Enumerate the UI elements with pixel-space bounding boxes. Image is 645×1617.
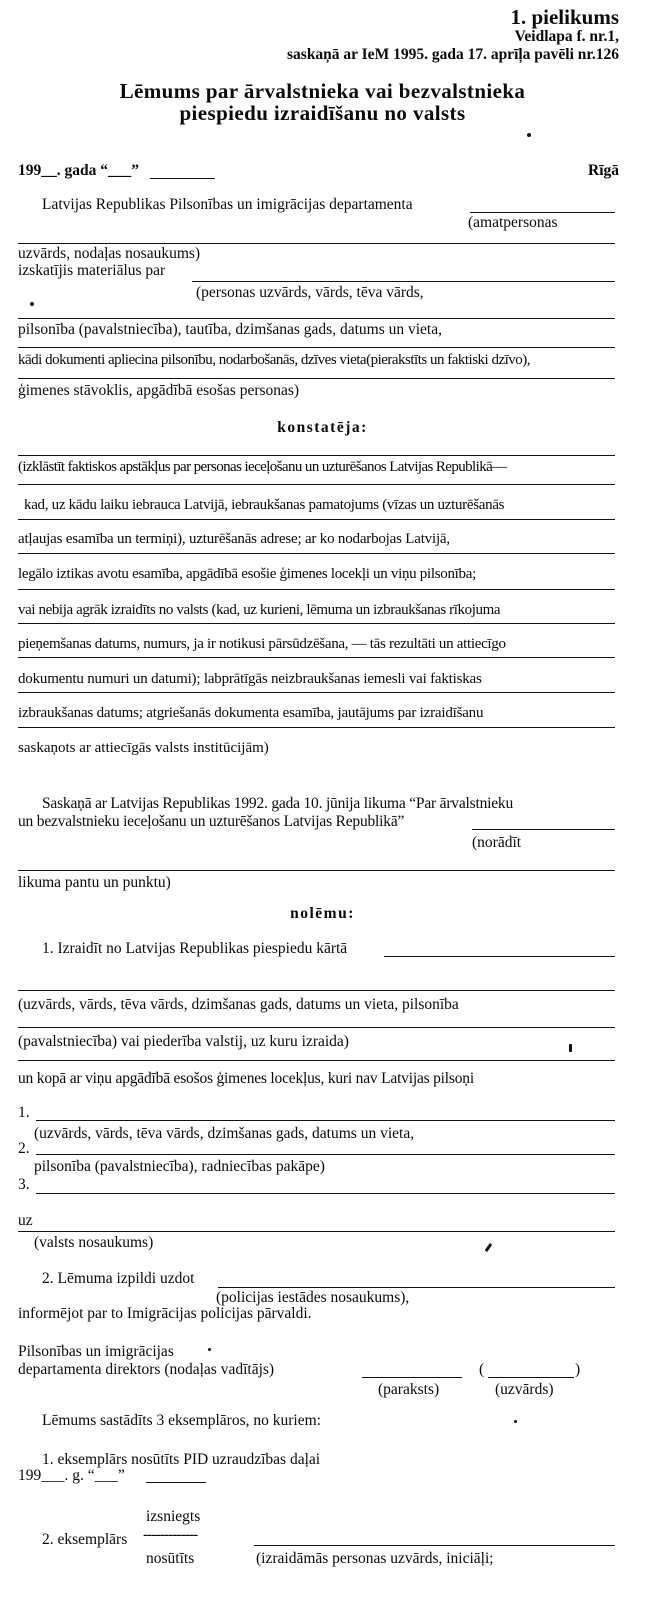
line-citizenship xyxy=(18,318,615,319)
hint-initials: (izraidāmās personas uzvārds, iniciāļi; xyxy=(256,1550,494,1567)
hint-state: (pavalstniecība) vai piederība valstij, uz kuru izraida) xyxy=(18,1033,349,1050)
found-line-0 xyxy=(18,455,615,456)
item1-text: 1. Izraidīt no Latvijas Republikas piespiedu kārtā xyxy=(42,940,348,957)
member-number-1: 1. xyxy=(18,1104,30,1121)
place-label: Rīgā xyxy=(588,162,619,179)
order-basis: saskaņā ar IeM 1995. gada 17. aprīļa pavēli nr.126 xyxy=(287,46,619,63)
date-field: 199__. gada “___” xyxy=(18,162,139,179)
copy2-line xyxy=(254,1545,615,1546)
law-line-2: un bezvalstnieku ieceļošanu un uzturēšanos Latvijas Republikā” xyxy=(18,813,405,830)
found-text-8: saskaņots ar attiecīgās valsts institūcijām) xyxy=(18,740,269,756)
hint-member: (uzvārds, vārds, tēva vārds, dzimšanas gads, datums un vieta, xyxy=(34,1125,415,1142)
date-month-line xyxy=(150,178,215,179)
country-line xyxy=(18,1231,615,1232)
found-heading: konstatēja: xyxy=(277,419,368,436)
surname-line xyxy=(488,1377,574,1378)
hint-person: (personas uzvārds, vārds, tēva vārds, xyxy=(196,284,424,301)
line-family xyxy=(18,378,615,379)
copy1-text: 1. eksemplārs nosūtīts PID uzraudzības daļai xyxy=(42,1451,321,1468)
speck xyxy=(514,1420,517,1423)
paren-open: ( xyxy=(479,1361,485,1378)
line-names xyxy=(18,990,615,991)
official-line xyxy=(470,212,615,213)
copy1-date-line xyxy=(146,1482,206,1483)
copy2-text: 2. eksemplārs xyxy=(42,1531,128,1548)
speck xyxy=(569,1044,572,1052)
to-label: uz xyxy=(18,1212,33,1229)
item2-line xyxy=(218,1287,615,1288)
decided-heading: nolēmu: xyxy=(290,905,355,922)
doc-title-line1: Lēmums par ārvalstnieka vai bezvalstnieka xyxy=(119,79,526,103)
hint-name-dept: uzvārds, nodaļas nosaukums) xyxy=(18,245,201,262)
director-line-1: Pilsonības un imigrācijas xyxy=(18,1343,174,1360)
found-line-5 xyxy=(18,623,615,624)
hint-official: (amatpersonas xyxy=(468,214,558,231)
found-text-6: dokumentu numuri un datumi); labprātīgās neizbraukšanas iemesli vai faktiskas xyxy=(18,671,482,687)
copy2-issued: izsniegts xyxy=(146,1508,201,1525)
signature-line xyxy=(362,1377,462,1378)
copy2-dashes: ------------- xyxy=(143,1526,198,1543)
member-line-2 xyxy=(36,1154,615,1155)
hint-docs: kādi dokumenti apliecina pilsonību, nodarbošanās, dzīves vieta(pierakstīts un faktiski dzīvo), xyxy=(18,352,531,368)
member-line-1 xyxy=(36,1120,615,1121)
found-text-5: pieņemšanas datums, numurs, ja ir notikusi pārsūdzēšana, — tās rezultāti un attiecīgo xyxy=(18,636,506,652)
department-text: Latvijas Republikas Pilsonības un imigrācijas departamenta xyxy=(42,196,413,213)
speck xyxy=(527,133,531,137)
line-name-dept xyxy=(18,243,615,244)
item2-text: 2. Lēmuma izpildi uzdot xyxy=(42,1270,195,1287)
hint-surname: (uzvārds) xyxy=(495,1381,554,1398)
found-line-3 xyxy=(18,553,615,554)
copy1-date: 199___. g. “___” xyxy=(18,1467,125,1484)
member-number-2: 2. xyxy=(18,1140,30,1157)
law-line-blank xyxy=(472,829,615,830)
found-line-6 xyxy=(18,657,615,658)
appendix-label: 1. pielikums xyxy=(510,5,619,29)
speck xyxy=(30,302,34,306)
copy2-sent: nosūtīts xyxy=(146,1550,195,1567)
found-text-4: vai nebija agrāk izraidīts no valsts (kad, uz kurieni, lēmuma un izbraukšanas rīkojuma xyxy=(18,602,501,618)
hint-country: (valsts nosaukums) xyxy=(34,1234,154,1251)
form-number: Veidlapa f. nr.1, xyxy=(514,28,619,45)
found-line-2 xyxy=(18,519,615,520)
line-articles xyxy=(18,870,615,871)
hint-family: ģimenes stāvoklis, apgādībā esošas personas) xyxy=(18,382,300,399)
speck xyxy=(208,1348,211,1351)
line-state-end xyxy=(18,1060,615,1061)
line-person xyxy=(192,281,615,282)
member-number-3: 3. xyxy=(18,1176,30,1193)
item1-line xyxy=(384,956,615,957)
hint-police: (policijas iestādes nosaukums), xyxy=(216,1289,410,1306)
hint-citizenship: pilsonība (pavalstniecība), tautība, dzimšanas gads, datums un vieta, xyxy=(18,321,442,338)
found-text-1: kad, uz kādu laiku iebrauca Latvijā, iebraukšanas pamatojums (vīzas un uzturēšanās xyxy=(24,497,505,513)
found-line-8 xyxy=(18,727,615,728)
found-text-2: atļaujas esamība un termiņi), uzturēšanās adrese; ar ko nodarbojas Latvijā, xyxy=(18,531,450,547)
found-text-7: izbraukšanas datums; atgriešanās dokumenta esamība, jautājums par izraidīšanu xyxy=(18,705,484,721)
hint-articles: likuma pantu un punktu) xyxy=(18,874,171,891)
speck xyxy=(485,1243,493,1252)
inform-text: informējot par to Imigrācijas policijas pārvaldi. xyxy=(18,1305,312,1322)
found-text-3: legālo iztikas avotu esamība, apgādībā esošie ģimenes locekļi un viņu pilsonība; xyxy=(18,566,476,582)
law-line-1: Saskaņā ar Latvijas Republikas 1992. gada 10. jūnija likuma “Par ārvalstnieku xyxy=(42,795,514,812)
found-text-0: (izklāstīt faktiskos apstākļus par personas ieceļošanu un uzturēšanos Latvijas Republikā— xyxy=(18,459,507,475)
line-state xyxy=(18,1027,615,1028)
paren-close: ) xyxy=(575,1361,581,1378)
examined-text: izskatījis materiālus par xyxy=(18,262,166,279)
family-text: un kopā ar viņu apgādībā esošos ģimenes locekļus, kuri nav Latvijas pilsoņi xyxy=(18,1070,474,1087)
director-line-2: departamenta direktors (nodaļas vadītājs) xyxy=(18,1361,275,1378)
copies-intro: Lēmums sastādīts 3 eksemplāros, no kuriem: xyxy=(42,1412,321,1429)
hint-relation: pilsonība (pavalstniecība), radniecības pakāpe) xyxy=(34,1158,325,1175)
found-line-4 xyxy=(18,589,615,590)
doc-title-line2: piespiedu izraidīšanu no valsts xyxy=(179,101,466,125)
hint-indicate: (norādīt xyxy=(472,834,522,851)
found-line-1 xyxy=(18,484,615,485)
hint-names: (uzvārds, vārds, tēva vārds, dzimšanas gads, datums un vieta, pilsonība xyxy=(18,996,459,1013)
member-line-3 xyxy=(36,1193,615,1194)
hint-sign: (paraksts) xyxy=(378,1381,440,1398)
found-line-7 xyxy=(18,692,615,693)
line-docs xyxy=(18,347,615,348)
